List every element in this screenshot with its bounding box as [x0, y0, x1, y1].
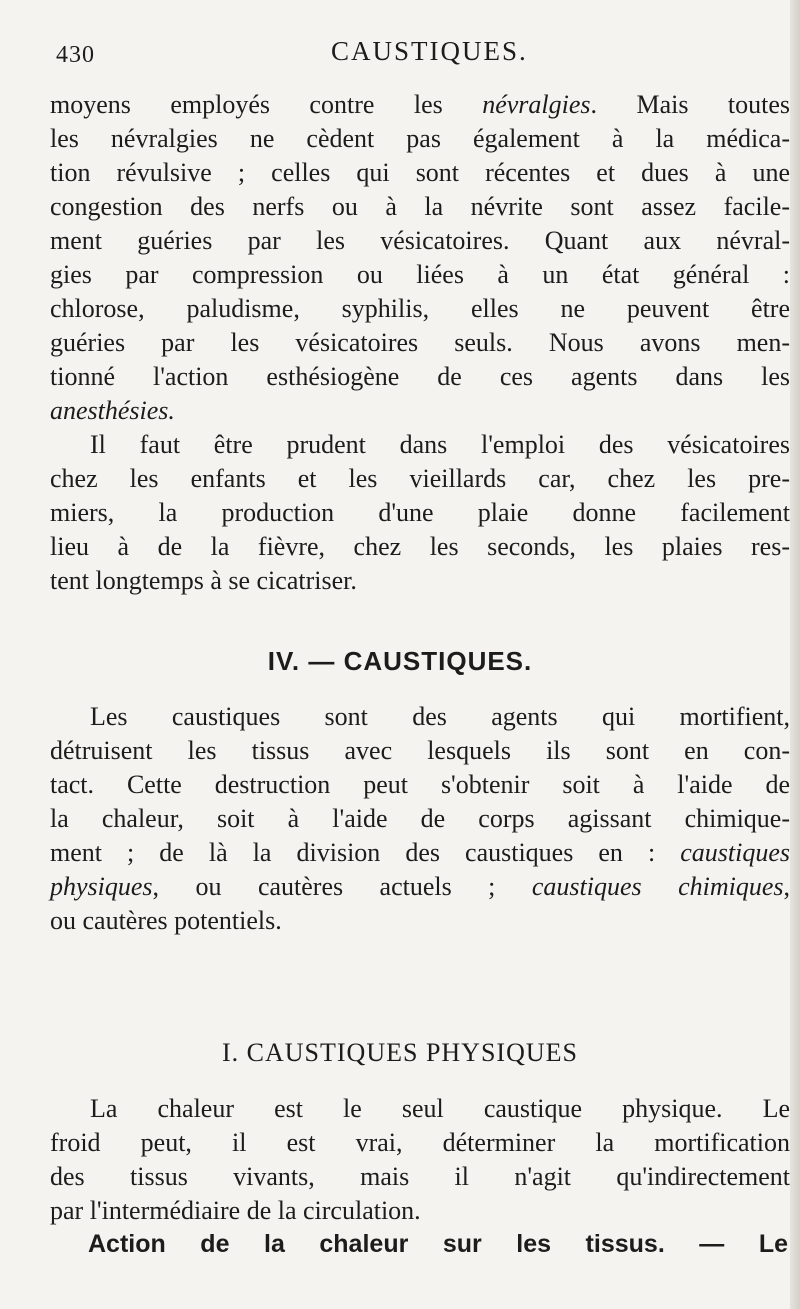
paragraph-chaleur: La chaleur est le seul caustique physique. Le froid peut, il est vrai, déterminer la mortification des tissus vivants, mais il n'agit qu'indirectement par l'intermédiaire de la circulation.: [50, 1094, 790, 1225]
paragraph-nevralgies: moyens employés contre les névralgies. Mais toutes les névralgies ne cèdent pas également à la médica- tion révulsive ; celles qui sont récentes et dues à une congestion des nerfs ou à la névrite sont assez facile- ment guéries par les vésicatoires. Quant aux névral- gies par compression ou liées à un état général : chlorose, paludisme, syphilis, elles ne peuvent être guéries par les vésicatoires seuls. Nous avons men- tionné l'action esthésiogène de ces agents dans les anesthésies.: [50, 90, 791, 425]
section-title: IV. — CAUSTIQUES.: [267, 646, 533, 676]
page-header: [56, 36, 756, 76]
action-heading-line: Action de la chaleur sur les tissus. — Le: [88, 1230, 788, 1258]
page-number: 430: [56, 42, 95, 68]
subsection-title: I. CAUSTIQUES PHYSIQUES: [222, 1038, 578, 1067]
paragraph-prudence: Il faut être prudent dans l'emploi des vésicatoires chez les enfants et les vieillards car, chez les pre- miers, la production d'une plaie donne facilement lieu à de la fièvre, chez les seconds, les plaies res- tent longtemps à se cicatriser.: [50, 430, 790, 595]
running-title: CAUSTIQUES.: [331, 36, 528, 66]
paragraph-caustiques: Les caustiques sont des agents qui mortifient, détruisent les tissus avec lesquels ils sont en con- tact. Cette destruction peut s'obtenir soit à l'aide de la chaleur, soit à l'aide de corps agissant chimique- ment ; de là la division des caustiques en : caustiques physiques, ou cautères actuels ; caustiques chimiques, ou cautères potentiels.: [50, 702, 790, 935]
